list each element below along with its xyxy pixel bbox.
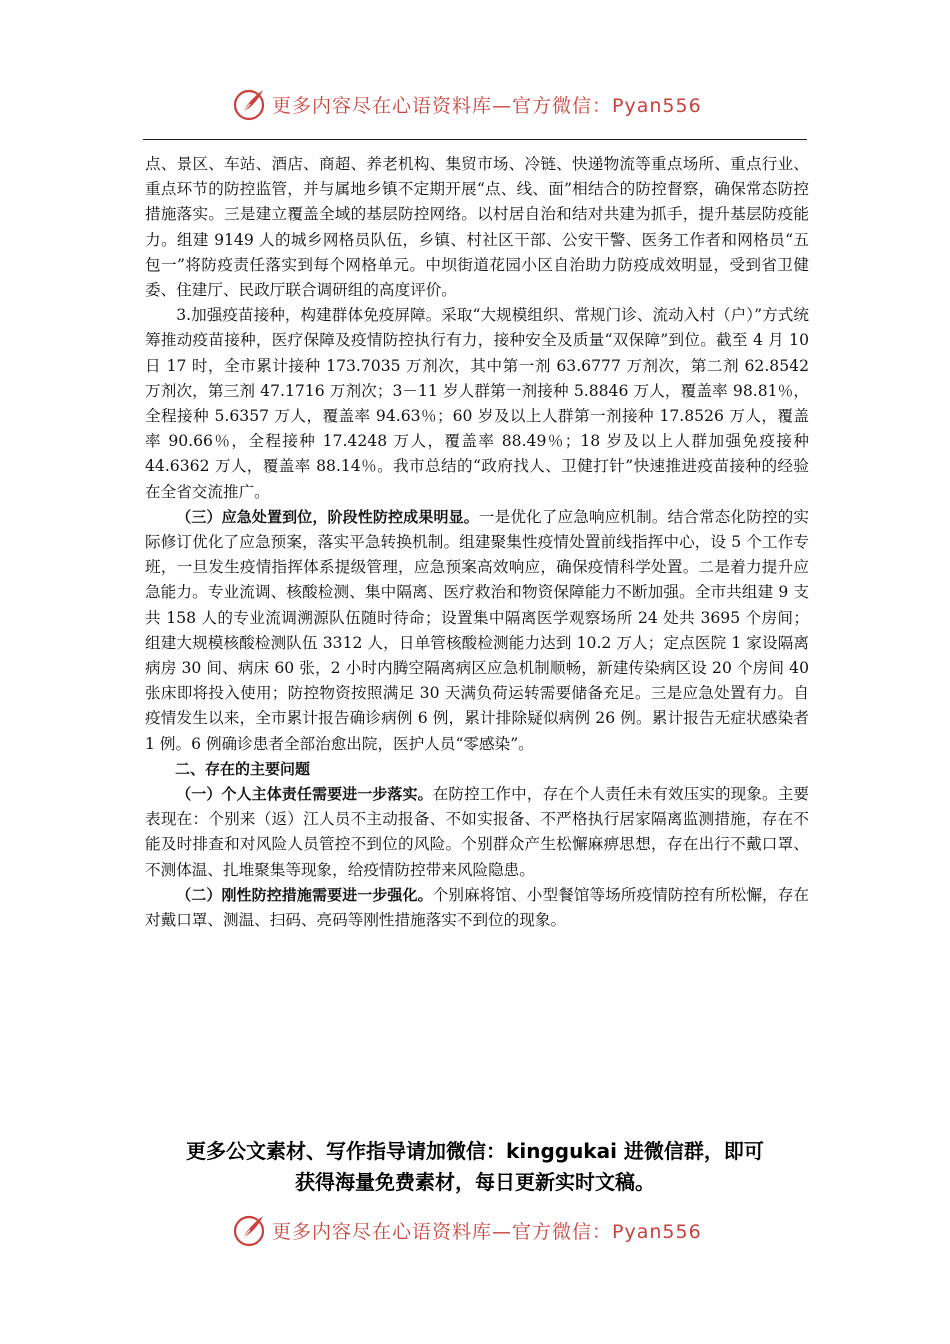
body-paragraph: 点、景区、车站、酒店、商超、养老机构、集贸市场、冷链、快递物流等重点场所、重点行业、重点环节的防控监管，并与属地乡镇不定期开展“点、线、面”相结合的防控督察，确保常态防控措施落实。三是建立覆盖全域的基层防控网络。以村居自治和结对共建为抓手，提升基层防疫能力。组建 9149 人的城乡网格员队伍，乡镇、村社区干部、公安干警、医务工作者和网格员“五包一”将防疫责任落实到每个网格单元。中坝街道花园小区自治助力防疫成效明显，受到省卫健委、住建厅、民政厅联合调研组的高度评价。 xyxy=(145,155,809,300)
header-banner-text: 更多内容尽在心语资料库—官方微信：Pyan556 xyxy=(272,94,702,117)
document-body xyxy=(145,152,809,933)
body-paragraph xyxy=(145,505,809,757)
footer-banner-text: 更多内容尽在心语资料库—官方微信：Pyan556 xyxy=(272,1220,702,1243)
body-paragraph: 3.加强疫苗接种，构建群体免疫屏障。采取“大规模组织、常规门诊、流动入村（户）”方式统筹推动疫苗接种，医疗保障及疫情防控执行有力，接种安全及质量“双保障”到位。截至 4 月 10 日 17 时，全市累计接种 173.7035 万剂次，其中第一剂 63.6777 万剂次，第二剂 62.8542 万剂次，第三剂 47.1716 万剂次；3－11 岁人群第一剂接种 5.8846 万人，覆盖率 98.81％，全程接种 5.6357 万人，覆盖率 94.63％；60 岁及以上人群第一剂接种 17.8526 万人，覆盖率 90.66％，全程接种 17.4248 万人，覆盖率 88.49％；18 岁及以上人群加强免疫接种 44.6362 万人，覆盖率 88.14％。我市总结的“政府找人、卫健打针”快速推进疫苗接种的经验在全省交流推广。 xyxy=(145,306,809,501)
header-banner xyxy=(232,84,702,124)
paragraph-title: （二）刚性防控措施需要进一步强化。 xyxy=(176,885,433,904)
paragraph-title: （一）个人主体责任需要进一步落实。 xyxy=(176,785,433,804)
promo-line: 更多公文素材、写作指导请加微信：kinggukai 进微信群，即可 xyxy=(186,1139,764,1163)
footer-banner xyxy=(232,1210,702,1250)
paragraph-text: 个别麻将馆、小型餐馆等场所疫情防控有所松懈，存在对戴口罩、测温、扫码、亮码等刚性措施落实不到位的现象。 xyxy=(145,885,809,930)
promo-line: 获得海量免费素材，每日更新实时文稿。 xyxy=(295,1170,655,1194)
section-heading: 二、存在的主要问题 xyxy=(175,759,311,778)
quill-pen-icon xyxy=(232,86,268,122)
paragraph-title: （三）应急处置到位，阶段性防控成果明显。 xyxy=(176,507,479,526)
quill-pen-icon xyxy=(232,1212,268,1248)
header-divider xyxy=(143,139,807,140)
body-paragraph xyxy=(145,883,809,933)
promo-notice xyxy=(100,1136,850,1198)
paragraph-text: 一是优化了应急响应机制。结合常态化防控的实际修订优化了应急预案，落实平急转换机制。组建聚集性疫情处置前线指挥中心，设 5 个工作专班，一旦发生疫情指挥体系提级管理，应急预案高效响应，确保疫情科学处置。二是着力提升应急能力。专业流调、核酸检测、集中隔离、医疗救治和物资保障能力不断加强。全市共组建 9 支共 158 人的专业流调溯源队伍随时待命；设置集中隔离医学观察场所 24 处共 3695 个房间；组建大规模核酸检测队伍 3312 人，日单管核酸检测能力达到 10.2 万人；定点医院 1 家设隔离病房 30 间、病床 60 张，2 小时内腾空隔离病区应急机制顺畅，新建传染病区设 20 个房间 40 张床即将投入使用；防控物资按照满足 30 天满负荷运转需要储备充足。三是应急处置有力。自疫情发生以来，全市累计报告确诊病例 6 例，累计排除疑似病例 26 例。累计报告无症状感染者 1 例。6 例确诊患者全部治愈出院，医护人员“零感染”。 xyxy=(145,507,809,753)
body-paragraph xyxy=(145,782,809,883)
paragraph-text: 在防控工作中，存在个人责任未有效压实的现象。主要表现在：个别来（返）江人员不主动报备、不如实报备、不严格执行居家隔离监测措施，存在不能及时排查和对风险人员管控不到位的风险。个别群众产生松懈麻痹思想，存在出行不戴口罩、不测体温、扎堆聚集等现象，给疫情防控带来风险隐患。 xyxy=(145,785,809,879)
